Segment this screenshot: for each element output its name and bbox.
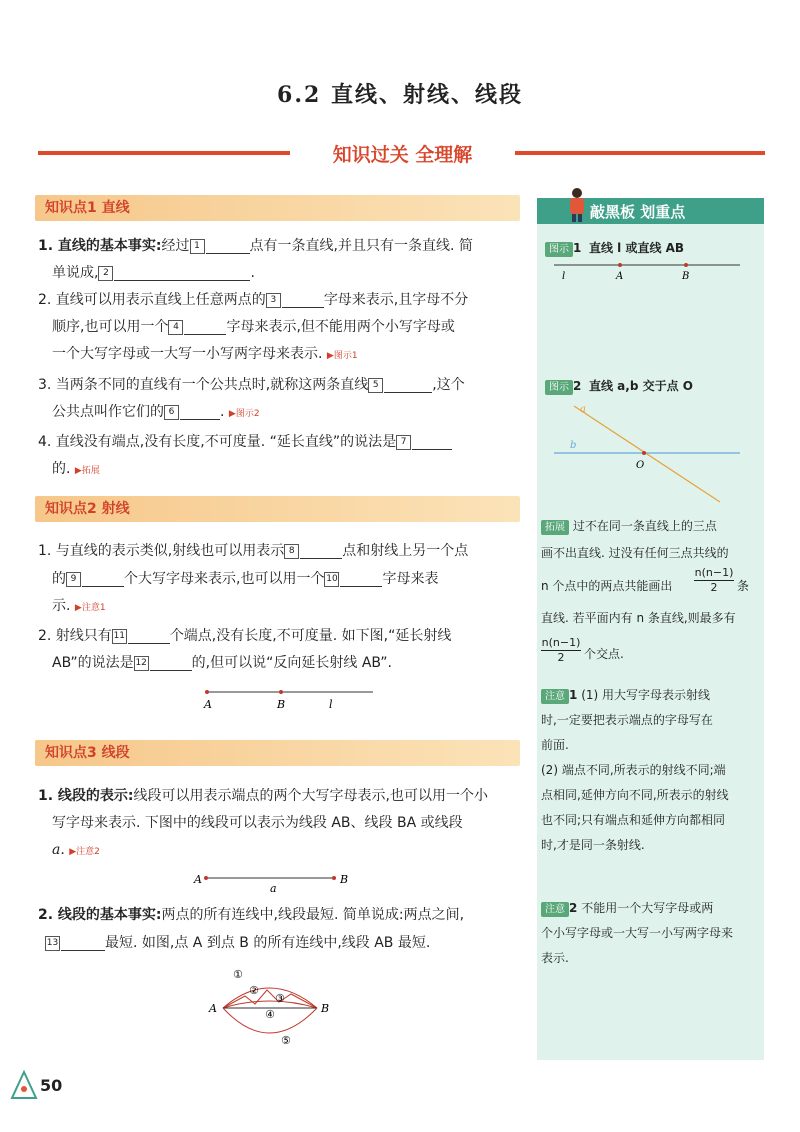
tag-num: 1 [569, 688, 578, 702]
side-ext-3b: 条 [737, 579, 750, 593]
point-a [204, 876, 208, 880]
text: 单说成, [52, 265, 99, 281]
side-figure-2-caption [545, 376, 693, 396]
side-note-1c: 前面. [541, 738, 569, 752]
s1-line-2: 单说成, 2 . [52, 265, 255, 281]
text: 的,但可以说“反向延长射线 AB”. [191, 655, 392, 671]
side-panel-title: 敲黑板 划重点 [590, 203, 686, 221]
s1-line-4 [52, 317, 455, 337]
side-note-1g: 时,才是同一条射线. [541, 838, 645, 852]
tag-num: 1 [573, 241, 582, 255]
answer-box: 5 [368, 378, 383, 393]
text: 个大写字母来表示,也可以用一个 [124, 571, 325, 587]
blank[interactable] [412, 435, 452, 450]
label-c4: ④ [265, 1008, 275, 1021]
label-b: B [682, 271, 690, 282]
s2-line-3 [52, 596, 106, 618]
section-label: 知识点1 直线 [45, 200, 130, 216]
side-note-1b: 时,一定要把表示端点的字母写在 [541, 713, 713, 727]
s2-line-4 [38, 626, 451, 646]
blank[interactable] [184, 320, 226, 335]
text: 公共点叫作它们的 [52, 404, 164, 420]
text: 两点的所有连线中,线段最短. 简单说成:两点之间, [161, 907, 465, 923]
ref-link[interactable]: ▶拓展 [74, 466, 100, 476]
section-header-3 [35, 740, 520, 766]
text: 线段可以用表示端点的两个大写字母表示,也可以用一个小 [133, 788, 488, 804]
blank[interactable] [61, 936, 105, 951]
fraction-num: n(n−1) [541, 636, 581, 649]
text: 字母来表示,且字母不分 [323, 292, 469, 308]
label-b: B [321, 1002, 330, 1015]
point-b [684, 263, 688, 267]
section-header-1 [35, 195, 520, 221]
side-note-2 [541, 898, 713, 918]
tag: 图示 [545, 380, 573, 395]
tag-num: 2 [573, 379, 582, 393]
fraction-1 [694, 566, 734, 595]
label-a-small: a [270, 882, 277, 895]
ref-link[interactable]: ▶图示2 [228, 409, 260, 419]
answer-box: 2 [98, 266, 113, 281]
s2-line-2 [52, 569, 438, 589]
blank[interactable] [206, 239, 250, 254]
banner-line-right [515, 151, 765, 155]
fraction-den: 2 [557, 651, 565, 664]
label-l: l [329, 698, 333, 711]
text: (1) 用大写字母表示射线 [581, 688, 711, 702]
s3-line-1 [38, 786, 488, 806]
s3-line-4 [38, 905, 464, 925]
path-1 [223, 988, 317, 1008]
point-o [642, 451, 646, 455]
label-a: a [580, 404, 586, 415]
blank[interactable] [128, 629, 170, 644]
ref-link[interactable]: ▶注意2 [69, 847, 100, 857]
text: n 个点中的两点共能画出 [541, 579, 673, 593]
segment-figure [190, 868, 360, 896]
tag-num: 2 [569, 901, 578, 915]
line-a [574, 406, 720, 502]
banner-title: 知识过关 全理解 [332, 144, 473, 166]
answer-box: 9 [66, 572, 81, 587]
ref-link[interactable]: ▶图示1 [326, 351, 358, 361]
side-note-1e: 点相同,延伸方向不同,所表示的射线 [541, 788, 729, 802]
s1-line-3 [38, 290, 468, 310]
text: 2. 直线可以用表示直线上任意两点的 [38, 292, 266, 308]
text: 过不在同一条直线上的三点 [572, 519, 717, 533]
label-o: O [636, 460, 645, 471]
s3-line-5 [45, 933, 430, 953]
side-note-2c: 表示. [541, 951, 569, 965]
answer-box: 13 [45, 936, 60, 951]
tag: 注意 [541, 689, 569, 704]
side-ext-4: 直线. 若平面内有 n 条直线,则最多有 [541, 611, 736, 625]
blank[interactable] [300, 544, 342, 559]
blank[interactable] [384, 378, 432, 393]
page-title: 6.2 直线、射线、线段 [277, 82, 523, 108]
side-figure-1-caption [545, 238, 684, 258]
label-a: A [194, 873, 202, 886]
text: 点和射线上另一个点 [342, 543, 469, 559]
text: 1. 与直线的表示类似,射线也可以用表示 [38, 543, 285, 559]
s3-line-2 [52, 813, 463, 833]
point-a [618, 263, 622, 267]
s1-line-9 [52, 459, 100, 481]
s1-line-7: 公共点叫作它们的 6 . ▶图示2 [52, 404, 260, 420]
s3-line-3 [52, 840, 100, 862]
label-b: B [277, 698, 286, 711]
label-b: B [340, 873, 349, 886]
side-ext-2: 画不出直线. 过没有任何三点共线的 [541, 546, 729, 560]
answer-box: 12 [134, 656, 149, 671]
caption: 直线 a,b 交于点 O [589, 379, 693, 393]
fraction-2 [541, 636, 581, 665]
text: 2. 线段的基本事实: [38, 907, 162, 923]
text: 不能用一个大写字母或两 [581, 901, 714, 915]
blank[interactable] [150, 656, 192, 671]
section-label: 知识点3 线段 [45, 745, 130, 761]
label-c2: ② [249, 984, 259, 997]
fraction-num: n(n−1) [694, 566, 734, 579]
side-note-1f: 也不同;只有端点和延伸方向都相同 [541, 813, 726, 827]
answer-box: 3 [266, 293, 281, 308]
banner-line-left [38, 151, 290, 155]
text: 经过 [161, 238, 190, 254]
answer-box: 10 [324, 572, 339, 587]
blank[interactable] [180, 405, 220, 420]
text: 2. 射线只有 [38, 628, 112, 644]
label-c3: ③ [275, 992, 285, 1005]
section-header-2 [35, 496, 520, 522]
label-c1: ① [233, 968, 243, 981]
text: AB”的说法是 [52, 655, 134, 671]
text: 字母来表示,但不能用两个小写字母或 [226, 319, 455, 335]
path-3 [223, 1001, 317, 1008]
text: 4. 直线没有端点,没有长度,不可度量. “延长直线”的说法是 [38, 434, 397, 450]
text: 的. [52, 461, 71, 477]
text: 写字母来表示. 下图中的线段可以表示为线段 AB、线段 BA 或线段 [52, 815, 463, 831]
ray-figure [195, 684, 375, 712]
answer-box: 4 [168, 320, 183, 335]
text: 1. 直线的基本事实: [38, 238, 162, 254]
text: 最短. 如图,点 A 到点 B 的所有连线中,线段 AB 最短. [105, 935, 431, 951]
side-figure-1 [552, 258, 744, 282]
blank[interactable] [114, 266, 250, 281]
side-note-2b: 个小写字母或一大写一小写两字母来 [541, 926, 734, 940]
tag: 拓展 [541, 520, 569, 535]
side-figure-2 [552, 398, 744, 506]
s1-line-6 [38, 375, 465, 395]
text: 示. [52, 598, 71, 614]
tag: 图示 [545, 242, 573, 257]
answer-box: 6 [164, 405, 179, 420]
s2-line-1 [38, 541, 468, 561]
tag: 注意 [541, 902, 569, 917]
point-b [279, 690, 283, 694]
side-note-1 [541, 685, 710, 705]
s1-line-5 [52, 344, 358, 366]
text: a. [52, 842, 65, 858]
side-ext-5: 个交点. [584, 647, 624, 661]
text: 1. 线段的表示: [38, 788, 134, 804]
s2-line-5 [52, 653, 392, 673]
ref-link[interactable]: ▶注意1 [74, 603, 106, 613]
label-a: A [209, 1002, 217, 1015]
fraction-den: 2 [710, 581, 718, 594]
point-a [205, 690, 209, 694]
label-b: b [570, 440, 577, 451]
path-2 [223, 990, 317, 1008]
answer-box: 1 [190, 239, 205, 254]
side-ext-1 [541, 516, 717, 536]
text: ,这个 [432, 377, 465, 393]
blank[interactable] [340, 572, 382, 587]
answer-box: 7 [396, 435, 411, 450]
answer-box: 8 [284, 544, 299, 559]
blank[interactable] [82, 572, 124, 587]
label-l: l [562, 271, 566, 282]
text: 的 [52, 571, 66, 587]
text: 顺序,也可以用一个 [52, 319, 169, 335]
text: 一个大写字母或一大写一小写两字母来表示. [52, 346, 323, 362]
paths-figure [205, 966, 345, 1048]
text: 点有一条直线,并且只有一条直线. 简 [249, 238, 473, 254]
blank[interactable] [282, 293, 324, 308]
logo-icon [10, 1070, 38, 1100]
s1-line-1 [38, 236, 473, 256]
s1-line-8 [38, 432, 452, 452]
text: 字母来表 [382, 571, 439, 587]
caption: 直线 l 或直线 AB [589, 241, 685, 255]
side-ext-3 [541, 576, 672, 596]
text: 3. 当两条不同的直线有一个公共点时,就称这两条直线 [38, 377, 369, 393]
point-b [332, 876, 336, 880]
label-a: A [616, 271, 624, 282]
side-note-1d: (2) 端点不同,所表示的射线不同;端 [541, 763, 726, 777]
page-number: 50 [40, 1076, 63, 1095]
label-a: A [204, 698, 212, 711]
label-c5: ⑤ [281, 1034, 291, 1047]
answer-box: 11 [112, 629, 127, 644]
text: 个端点,没有长度,不可度量. 如下图,“延长射线 [169, 628, 452, 644]
teacher-icon [566, 186, 588, 222]
section-label: 知识点2 射线 [45, 501, 130, 517]
